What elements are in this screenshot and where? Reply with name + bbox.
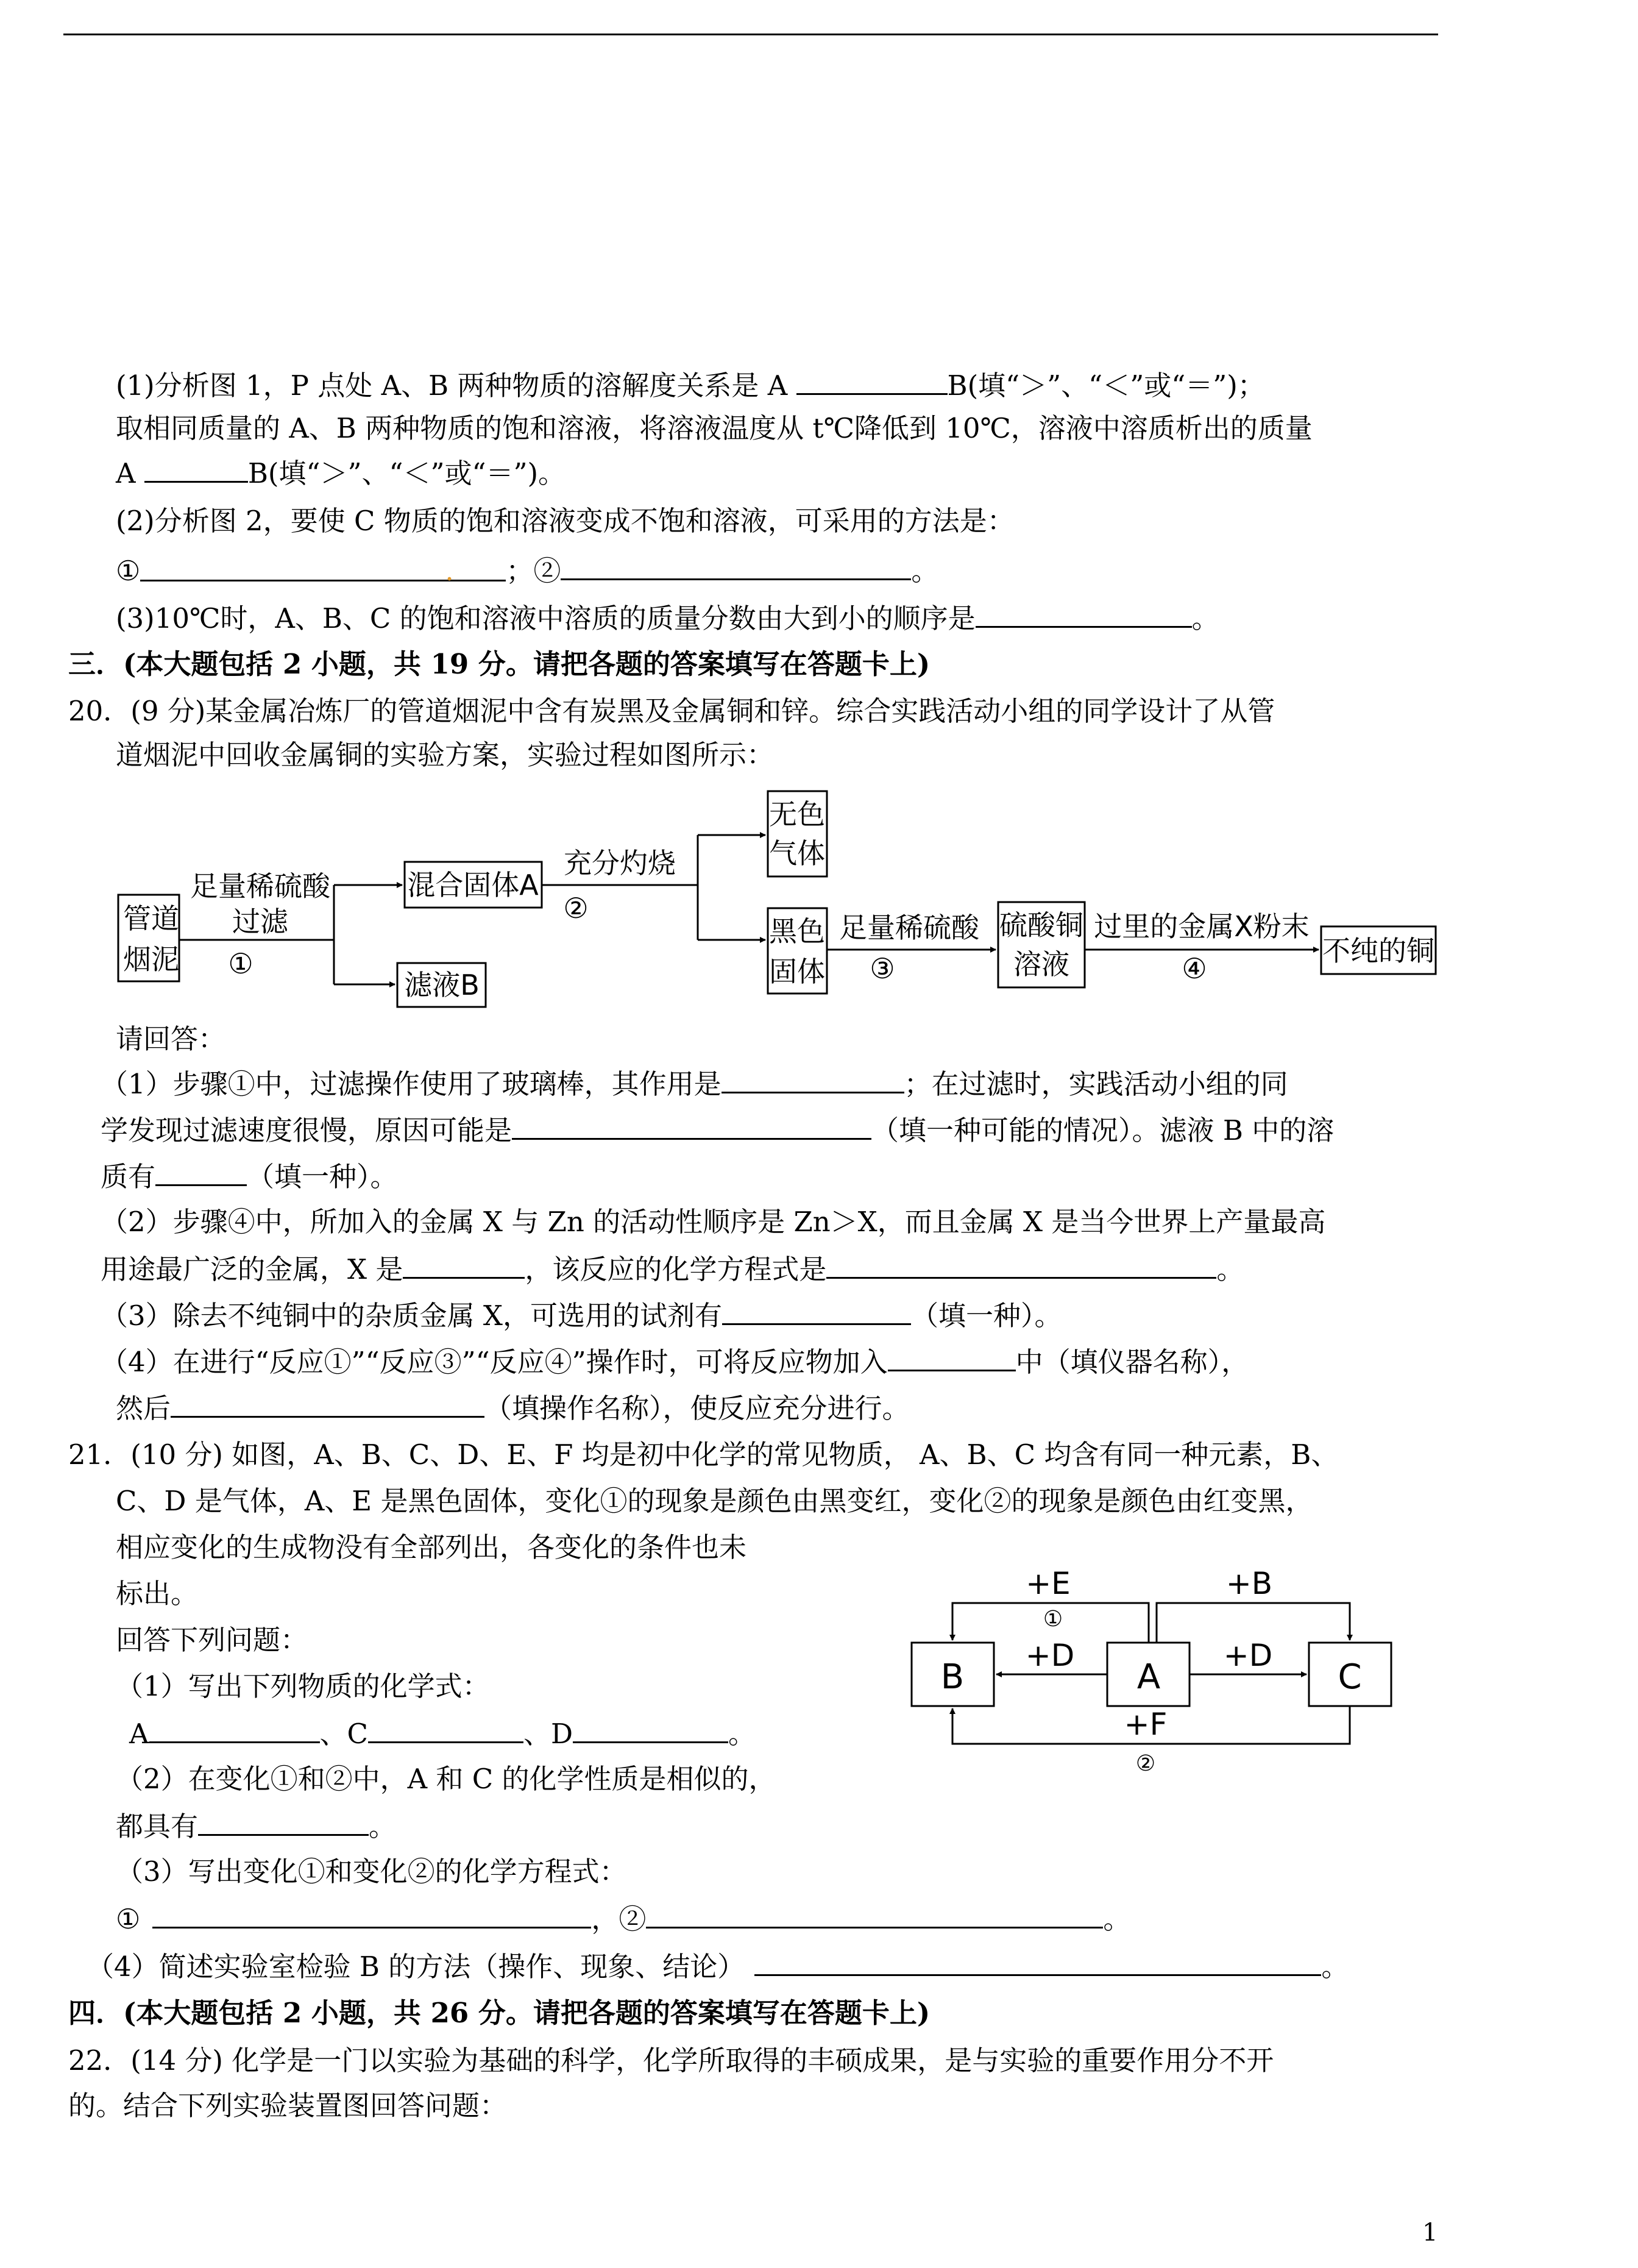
box-gas-label-2: 气体 [769,837,825,870]
step1-number: ① [228,947,254,980]
q19-part1-line3: A B(填“＞”、“＜”或“＝”)。 [116,454,566,492]
box-impure-label: 不纯的铜 [1322,934,1434,967]
q21-sub4: （4）简述实验室检验 B 的方法（操作、现象、结论） 。 [87,1947,1349,1985]
answer-blank[interactable] [149,1715,320,1743]
answer-blank[interactable] [796,366,948,395]
answer-blank[interactable] [754,1947,1321,1976]
q20-sub1-line2: 学发现过滤速度很慢，原因可能是 （填一种可能的情况）。滤液 B 中的溶 [101,1111,1334,1149]
q22-intro-line1: 22．(14 分) 化学是一门以实验为基础的科学，化学所取得的丰硕成果，是与实验的重要作用分不开 [68,2044,1274,2077]
section-4-title: 四．(本大题包括 2 小题，共 26 分。请把各题的答案填写在答题卡上) [68,1997,931,2029]
answer-blank[interactable] [171,1389,484,1418]
q20-sub1-line3: 质有 （填一种）。 [101,1157,398,1195]
node-a-label: A [1136,1657,1161,1697]
q20-sub1-line1: （1）步骤①中，过滤操作使用了玻璃棒，其作用是 ；在过滤时，实践活动小组的同 [101,1065,1288,1103]
q20-sub3: （3）除去不纯铜中的杂质金属 X，可选用的试剂有 （填一种）。 [101,1296,1062,1334]
q20-sub4-line2: 然后 （填操作名称），使反应充分进行。 [116,1389,910,1427]
step1-operation-label: 过滤 [232,905,288,938]
page-number: 1 [1422,2219,1438,2247]
q20-flow-diagram [110,780,1450,1024]
step1-reagent-label: 足量稀硫酸 [190,870,330,903]
box-filtrate-label: 滤液B [404,969,480,1001]
node-c-label: C [1338,1657,1362,1697]
step2-number: ② [563,892,589,925]
step4-reagent-label: 过里的金属X粉末 [1094,910,1310,943]
step3-reagent-label: 足量稀硫酸 [839,911,979,944]
step2-operation-label: 充分灼烧 [564,847,676,880]
header-rule [63,34,1438,35]
section-3-title: 三．(本大题包括 2 小题，共 19 分。请把各题的答案填写在答题卡上) [68,648,931,680]
q19-part1-line1: (1)分析图 1，P 点处 A、B 两种物质的溶解度关系是 A B(填“＞”、“＜”或“＝”)； [116,366,1265,404]
label-plus-b: +B [1225,1566,1273,1601]
box-pipe-label-2: 烟泥 [123,943,179,976]
answer-blank[interactable] [722,1296,911,1325]
box-cuso4-label-2: 溶液 [1013,948,1069,981]
q20-answer-prompt: 请回答： [116,1023,226,1055]
q21-sub3-blanks: ① ，② 。 [116,1900,1130,1938]
box-gas-label-1: 无色 [769,798,825,831]
answer-blank[interactable] [155,1157,247,1186]
answer-blank[interactable] [403,1250,525,1279]
q20-intro-line1: 20．(9 分)某金属冶炼厂的管道烟泥中含有炭黑及金属铜和锌。综合实践活动小组的同学设计了从管 [68,695,1275,727]
box-mixed-label: 混合固体A [407,869,539,901]
answer-blank[interactable] [368,1715,523,1743]
q21-sub2-line1: （2）在变化①和②中，A 和 C 的化学性质是相似的， [116,1763,776,1795]
q19-part1-line2: 取相同质量的 A、B 两种物质的饱和溶液，将溶液温度从 t℃降低到 10℃，溶液中溶质析出的质量 [116,412,1313,444]
q21-sub1: （1）写出下列物质的化学式： [116,1670,490,1702]
q21-relationship-diagram [890,1548,1414,1780]
answer-blank[interactable] [976,599,1192,628]
box-black-label-1: 黑色 [769,915,825,948]
box-cuso4-label-1: 硫酸铜 [999,909,1083,942]
q21-sub3: （3）写出变化①和变化②的化学方程式： [116,1855,627,1888]
q21-sub1-blanks: A 、C 、D 。 [129,1715,756,1752]
box-pipe-label-1: 管道 [123,902,179,935]
answer-blank[interactable]: . [140,553,506,581]
label-plus-e: +E [1026,1566,1071,1601]
q21-sub2-line2: 都具有 。 [116,1807,396,1845]
reaction-1-number: ① [1043,1607,1063,1632]
step4-number: ④ [1182,952,1207,985]
answer-blank[interactable] [573,1715,728,1743]
answer-blank[interactable] [646,1900,1103,1929]
answer-blank[interactable] [152,1900,591,1929]
label-plus-d-right: +D [1223,1638,1273,1673]
answer-blank[interactable] [198,1807,369,1836]
label-plus-f: +F [1124,1707,1168,1742]
q19-part2-line1: (2)分析图 2，要使 C 物质的饱和溶液变成不饱和溶液，可采用的方法是： [116,505,1015,537]
answer-blank[interactable] [144,454,248,483]
q21-intro-line3: 相应变化的生成物没有全部列出，各变化的条件也未 [116,1531,747,1563]
q22-intro-line2: 的。结合下列实验装置图回答问题： [68,2089,508,2122]
answer-blank[interactable] [561,552,911,580]
answer-blank[interactable] [888,1343,1016,1371]
q20-sub2-line1: （2）步骤④中，所加入的金属 X 与 Zn 的活动性顺序是 Zn＞X，而且金属 X 是当今世界上产量最高 [101,1206,1326,1238]
box-black-label-2: 固体 [769,955,825,988]
q20-sub4-line1: （4）在进行“反应①”“反应③”“反应④”操作时，可将反应物加入 中（填仪器名称）， [101,1343,1249,1381]
q20-intro-line2: 道烟泥中回收金属铜的实验方案，实验过程如图所示： [116,739,775,771]
q19-part2-line2: ① . ；② 。 [116,552,938,589]
step3-number: ③ [870,952,895,985]
answer-blank[interactable] [722,1065,904,1093]
label-plus-d-left: +D [1025,1638,1075,1673]
q19-part3: (3)10℃时，A、B、C 的饱和溶液中溶质的质量分数由大到小的顺序是 。 [116,599,1219,637]
q21-intro-line2: C、D 是气体，A、E 是黑色固体，变化①的现象是颜色由黑变红，变化②的现象是颜色由红变黑， [116,1485,1313,1517]
reaction-2-number: ② [1135,1751,1156,1776]
answer-blank[interactable] [512,1111,871,1140]
answer-blank[interactable] [826,1250,1216,1279]
node-b-label: B [940,1657,965,1697]
q21-prompt: 回答下列问题： [116,1624,308,1656]
q21-intro-line1: 21．(10 分) 如图，A、B、C、D、E、F 均是初中化学的常见物质， A、B、C 均含有同一种元素，B、 [68,1438,1339,1471]
q20-sub2-line2: 用途最广泛的金属，X 是 ，该反应的化学方程式是 。 [101,1250,1244,1288]
q21-intro-line4: 标出。 [116,1577,199,1610]
